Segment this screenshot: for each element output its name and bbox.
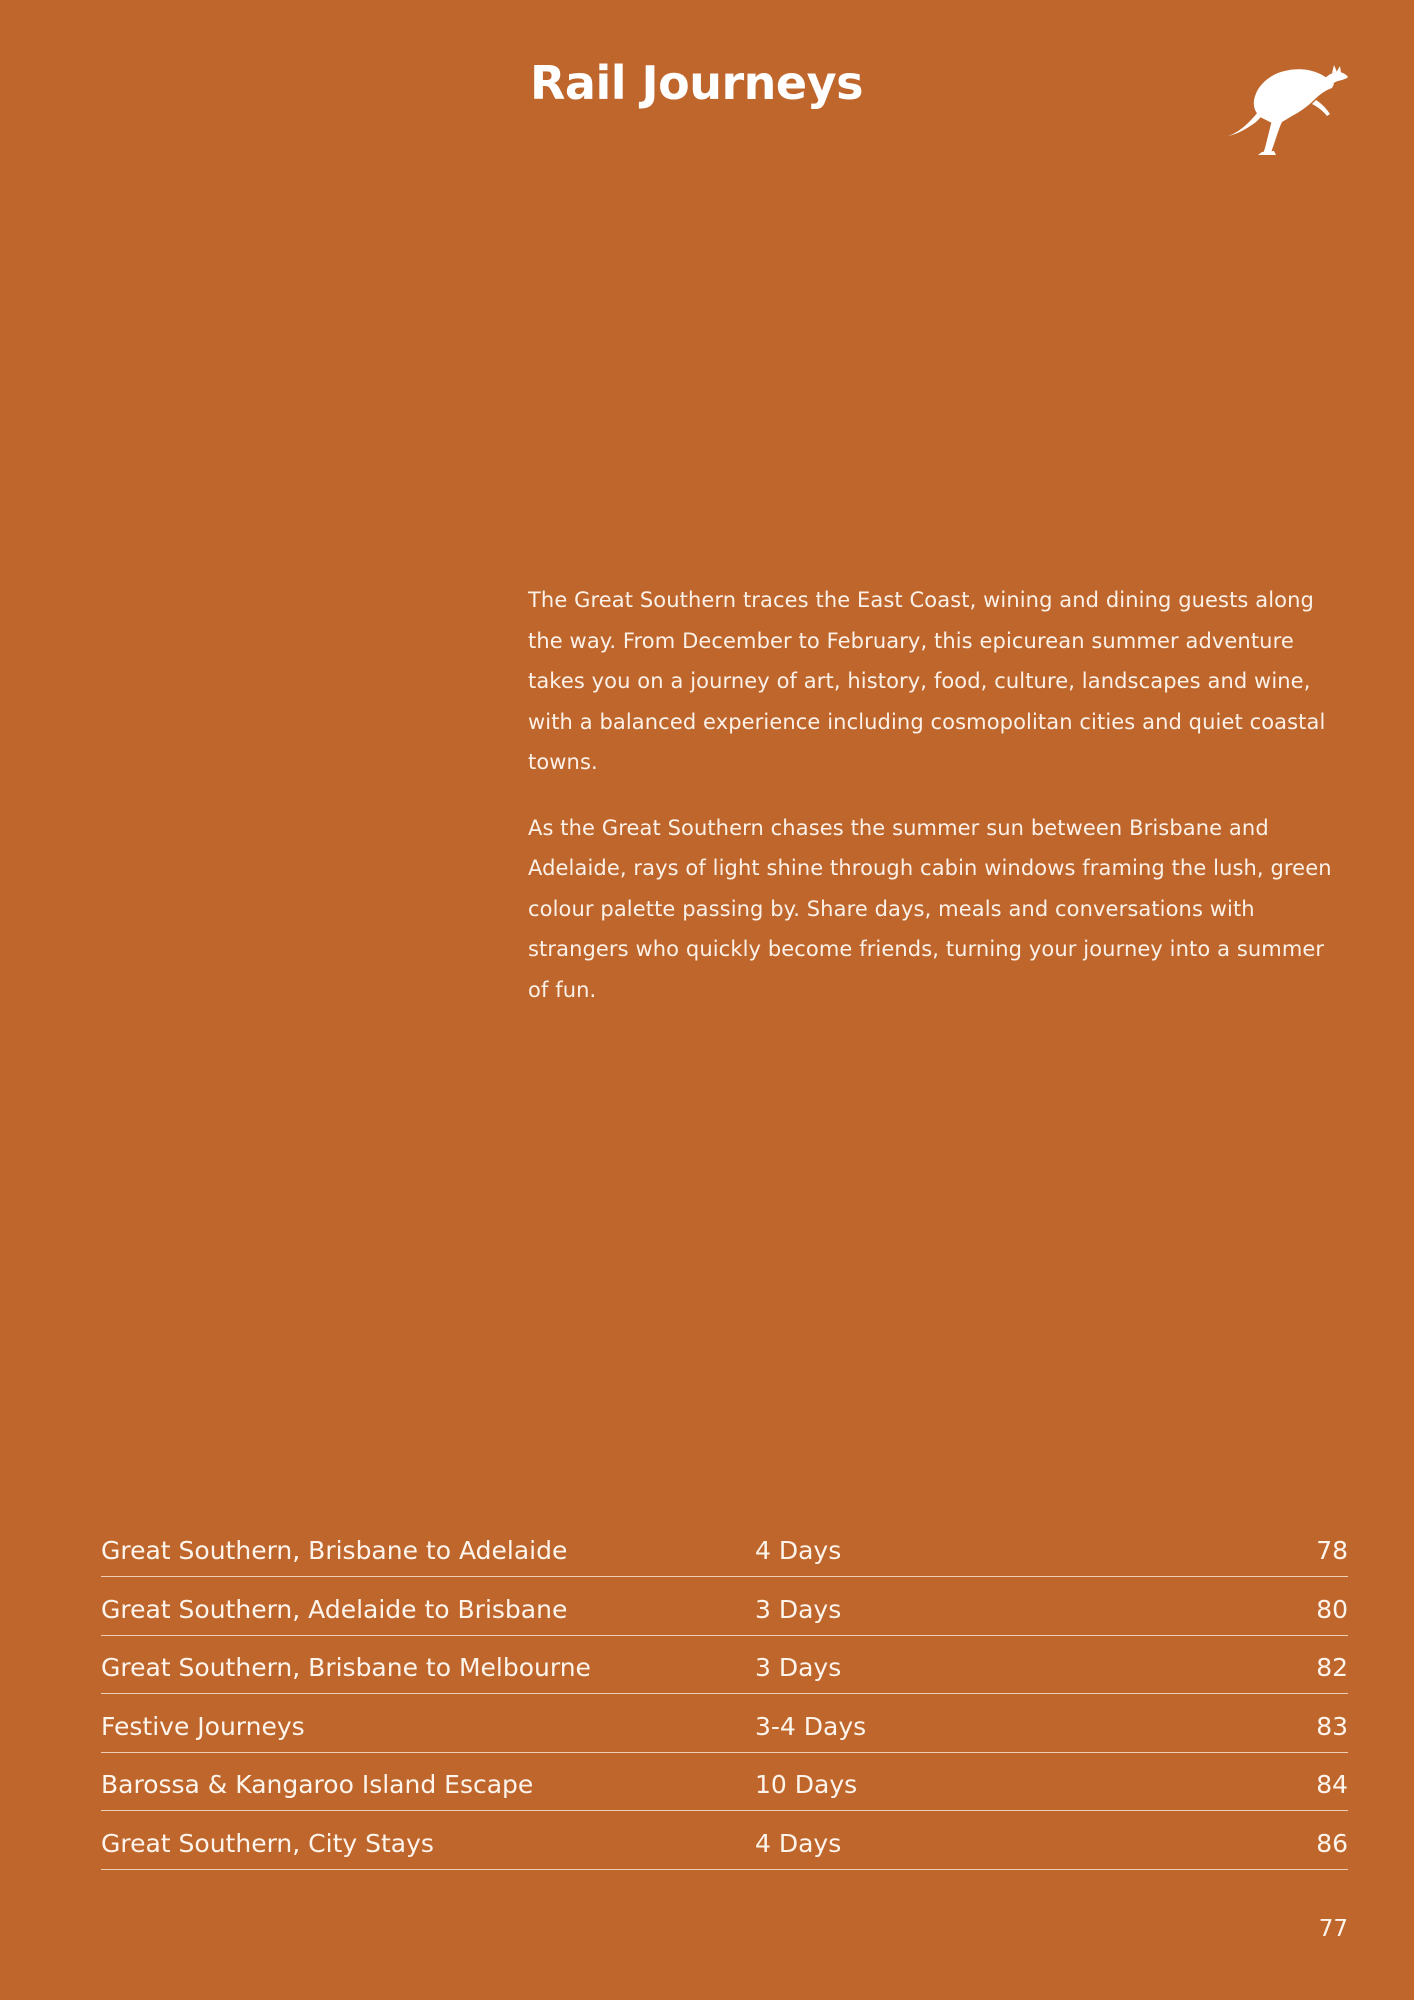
journey-name: Great Southern, Adelaide to Brisbane (101, 1594, 568, 1624)
journey-row (101, 1813, 1348, 1870)
page-number: 77 (1318, 1916, 1348, 1942)
journey-row (101, 1754, 1348, 1811)
journey-row (101, 1637, 1348, 1694)
journey-index-table (101, 1520, 1348, 1871)
journey-name: Barossa & Kangaroo Island Escape (101, 1770, 534, 1799)
journey-name: Great Southern, Brisbane to Melbourne (101, 1653, 591, 1682)
journey-duration: 4 Days (755, 1536, 842, 1565)
journey-page: 86 (1316, 1828, 1348, 1858)
journey-row (101, 1579, 1348, 1636)
intro-text (528, 580, 1333, 1035)
journey-page: 84 (1316, 1770, 1348, 1799)
journey-duration: 10 Days (755, 1770, 858, 1799)
intro-paragraph: The Great Southern traces the East Coast, wining and dining guests along the way. From December to February, this epicurean summer adventure takes you on a journey of art, history, food, culture, landscapes and wine, with a balanced experience including cosmopolitan cities and quiet coastal towns. (528, 588, 1326, 774)
journey-row (101, 1696, 1348, 1753)
journey-duration: 4 Days (755, 1828, 842, 1858)
page-title: Rail Journeys (530, 56, 863, 110)
intro-paragraph: As the Great Southern chases the summer sun between Brisbane and Adelaide, rays of light shine through cabin windows framing the lush, green colour palette passing by. Share days, meals and conversations with strangers who quickly become friends, turning your journey into a summer of fun. (528, 815, 1332, 1002)
journey-name: Great Southern, Brisbane to Adelaide (101, 1536, 568, 1565)
kangaroo-icon (1226, 64, 1350, 156)
journey-page: 80 (1316, 1594, 1348, 1624)
journey-row (101, 1520, 1348, 1577)
journey-page: 83 (1316, 1711, 1348, 1741)
journey-page: 78 (1316, 1536, 1348, 1565)
journey-name: Festive Journeys (101, 1711, 305, 1741)
journey-duration: 3 Days (755, 1594, 842, 1624)
journey-duration: 3-4 Days (755, 1711, 867, 1741)
journey-name: Great Southern, City Stays (101, 1828, 434, 1858)
journey-page: 82 (1316, 1653, 1348, 1682)
journey-duration: 3 Days (755, 1653, 842, 1682)
